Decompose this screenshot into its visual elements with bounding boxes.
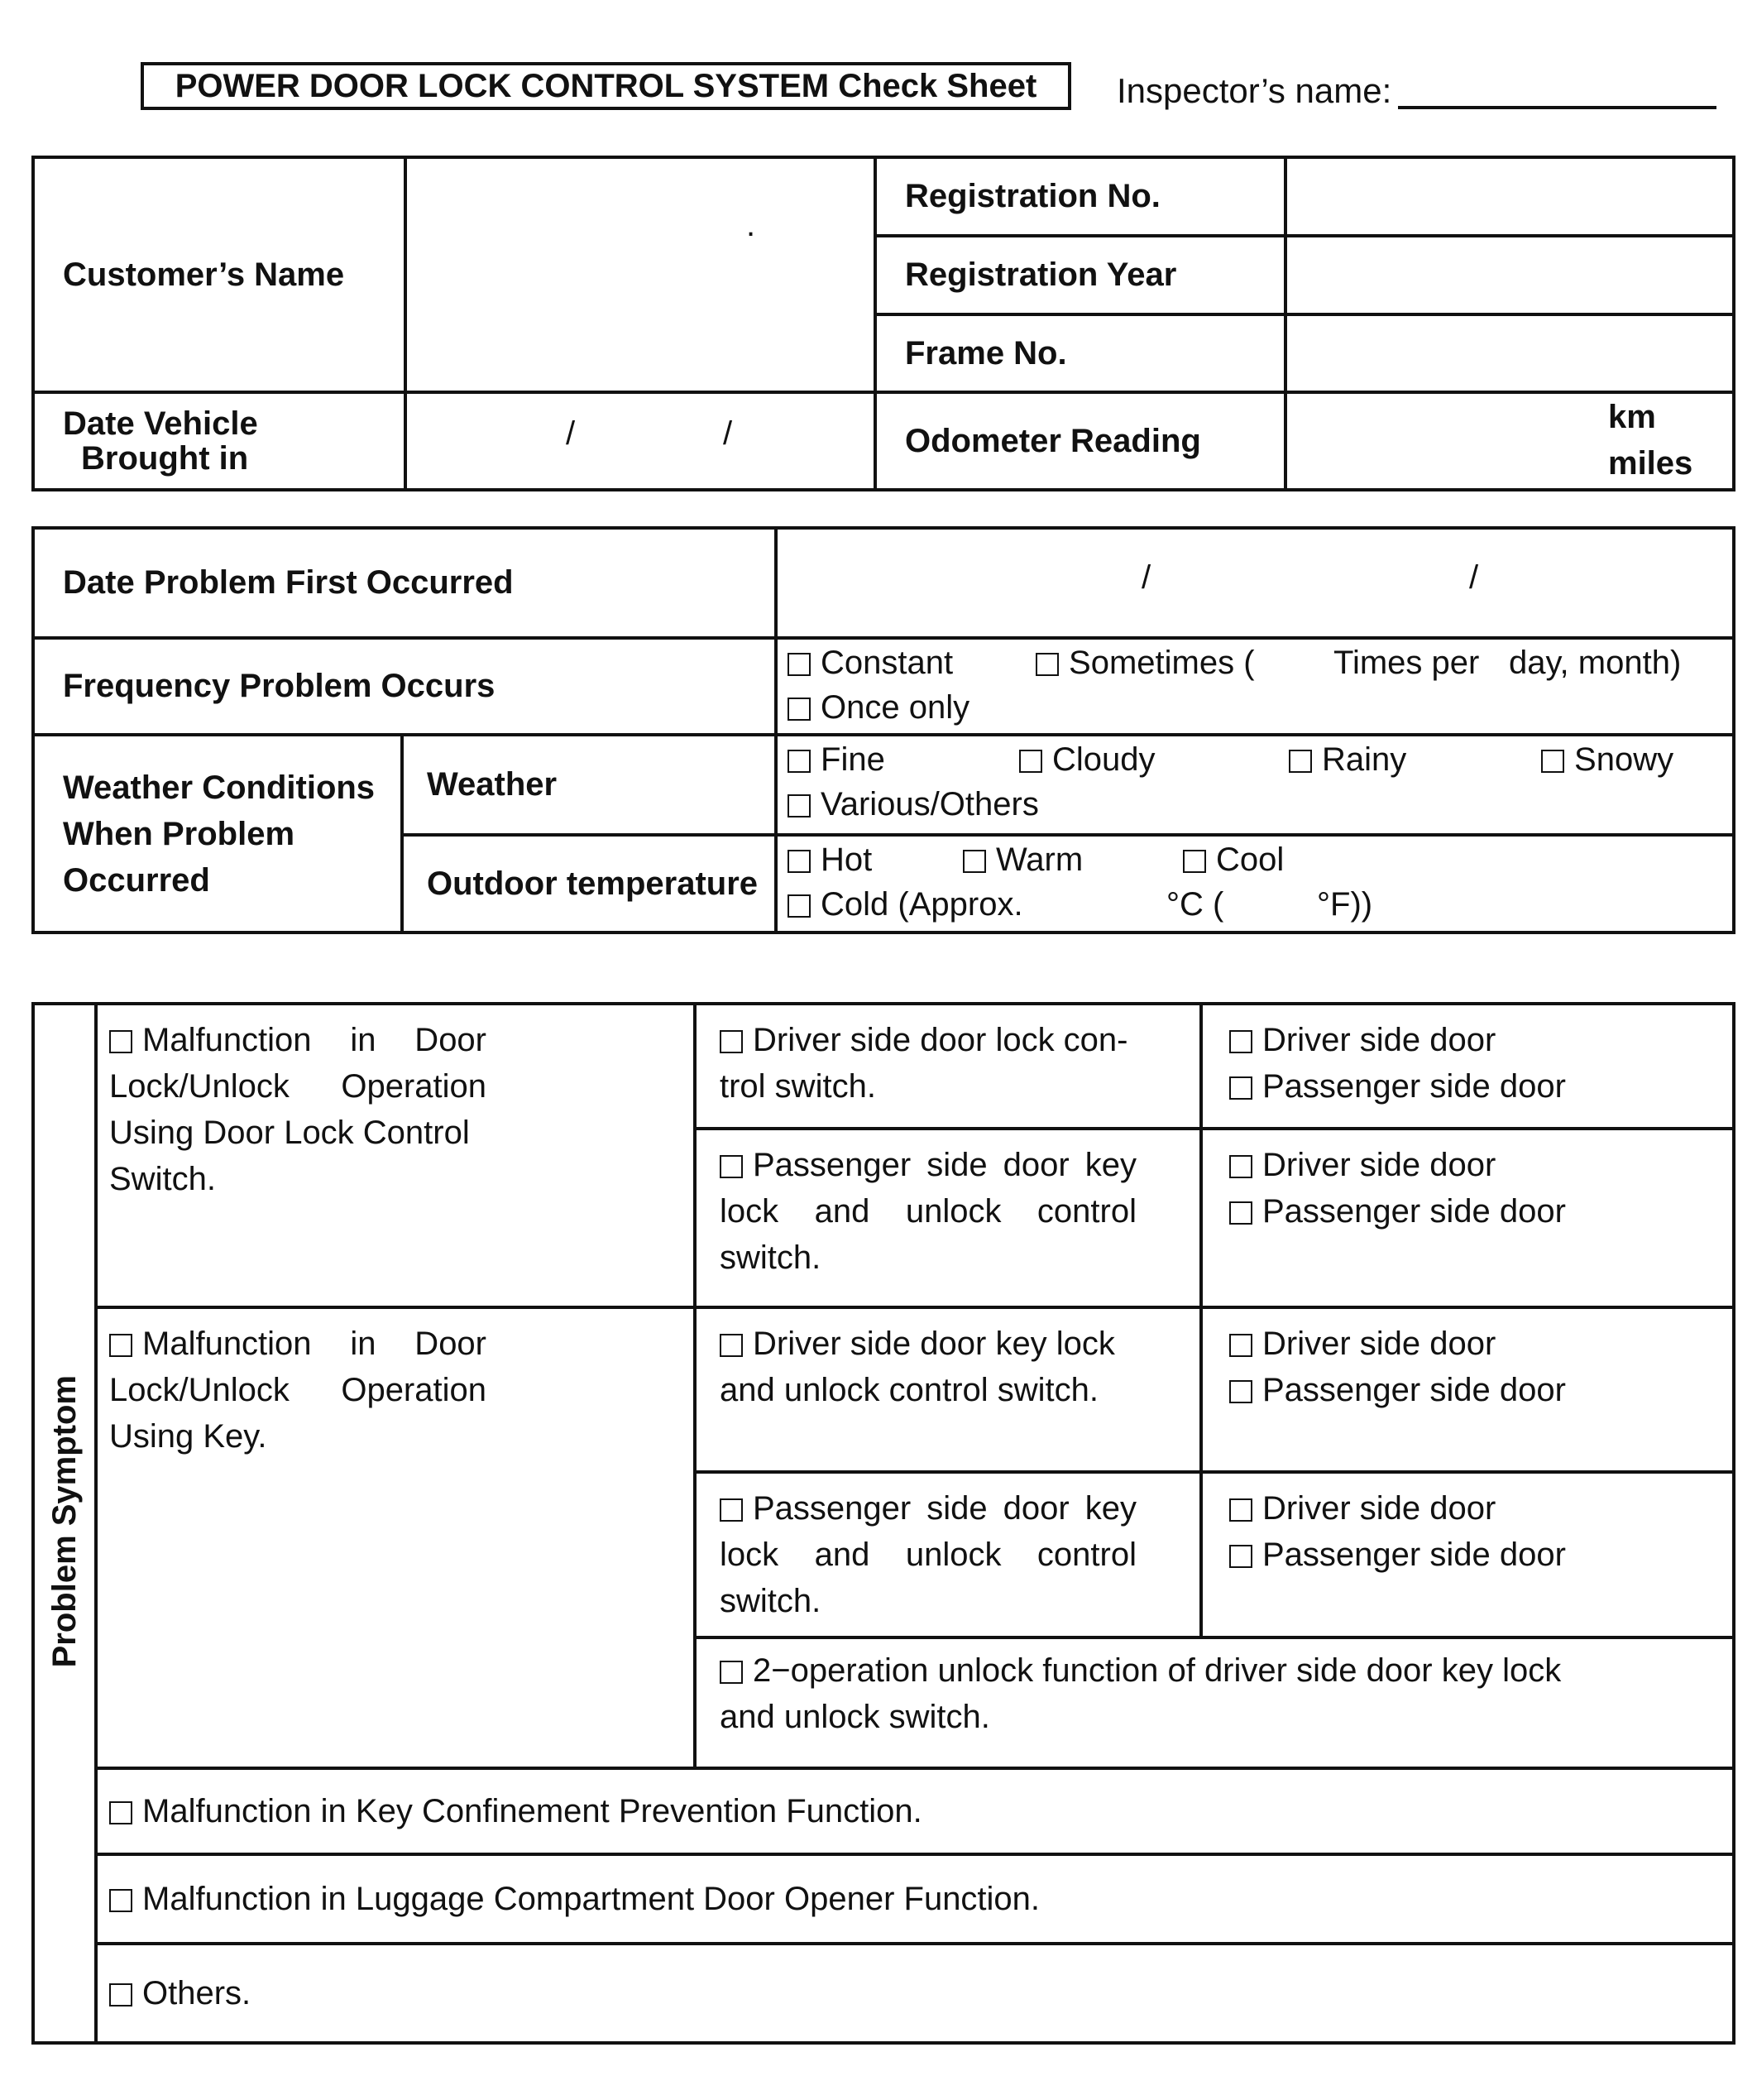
switch-line: and unlock control switch. xyxy=(720,1372,1099,1408)
weather-fine-option[interactable]: Fine xyxy=(788,736,885,783)
odometer-field[interactable] xyxy=(1285,392,1734,490)
vehicle-info-table xyxy=(31,156,1735,491)
switch-line: lock and unlock control xyxy=(720,1193,1137,1230)
checkbox[interactable] xyxy=(1019,750,1042,773)
checkbox[interactable] xyxy=(720,1661,743,1684)
checkbox[interactable] xyxy=(788,894,811,918)
group2-line: Lock/Unlock Operation xyxy=(109,1372,486,1408)
luggage-opener-cell xyxy=(96,1854,1734,1944)
date-slash-2: / xyxy=(723,415,733,452)
two-op-line: and unlock switch. xyxy=(720,1699,990,1735)
driver-key-switch-option[interactable]: Driver side door key lock xyxy=(720,1321,1190,1367)
door-lock-switch-malfunction-option[interactable]: Malfunction in Door xyxy=(109,1017,486,1063)
checkbox[interactable] xyxy=(720,1155,743,1178)
two-operation-unlock-option[interactable]: 2−operation unlock function of driver side door key lock xyxy=(720,1647,1722,1694)
inspector-name-label: Inspector’s name: xyxy=(1117,71,1392,110)
driver-key-switch-cell xyxy=(695,1307,1201,1472)
driver-side-door-option[interactable]: Driver side door xyxy=(1229,1485,1722,1532)
door-select-cell xyxy=(1201,1004,1734,1129)
checkbox[interactable] xyxy=(1229,1076,1252,1100)
date-first-occurred-field[interactable] xyxy=(776,528,1734,638)
weather-various-option[interactable]: Various/Others xyxy=(788,781,1039,827)
others-cell xyxy=(96,1944,1734,2043)
checkbox[interactable] xyxy=(1229,1030,1252,1053)
checkbox[interactable] xyxy=(1289,750,1312,773)
switch-line: lock and unlock control xyxy=(720,1537,1137,1573)
key-confinement-cell xyxy=(96,1768,1734,1854)
passenger-side-door-option[interactable]: Passenger side door xyxy=(1229,1532,1722,1578)
group1-line: Lock/Unlock Operation xyxy=(109,1068,486,1105)
checkbox[interactable] xyxy=(720,1498,743,1522)
key-operation-malfunction-option[interactable]: Malfunction in Door xyxy=(109,1321,486,1367)
checkbox[interactable] xyxy=(788,794,811,817)
group1-line: Using Door Lock Control xyxy=(109,1115,470,1151)
checkbox[interactable] xyxy=(788,653,811,676)
two-operation-unlock-cell xyxy=(695,1637,1734,1768)
group1-line: Switch. xyxy=(109,1161,216,1197)
outdoor-temp-label: Outdoor temperature xyxy=(402,835,776,933)
temp-warm-option[interactable]: Warm xyxy=(963,837,1083,883)
luggage-opener-option[interactable]: Malfunction in Luggage Compartment Door Opener Function. xyxy=(109,1876,1732,1922)
driver-door-control-switch-option[interactable]: Driver side door lock con- xyxy=(720,1017,1190,1063)
km-unit: km xyxy=(1608,399,1656,435)
checkbox[interactable] xyxy=(963,850,986,873)
checkbox[interactable] xyxy=(1036,653,1059,676)
checkbox[interactable] xyxy=(1229,1155,1252,1178)
customer-name-field[interactable] xyxy=(405,157,875,392)
date-brought-field[interactable] xyxy=(405,392,875,490)
frequency-options xyxy=(776,638,1734,735)
checkbox[interactable] xyxy=(109,1889,132,1912)
temperature-options xyxy=(776,835,1734,933)
date-slash-1: / xyxy=(566,415,576,452)
check-sheet-title: POWER DOOR LOCK CONTROL SYSTEM Check Sheet xyxy=(141,62,1071,110)
miles-unit: miles xyxy=(1608,445,1693,482)
frequency-label: Frequency Problem Occurs xyxy=(33,638,776,735)
checkbox[interactable] xyxy=(788,850,811,873)
conditions-table xyxy=(31,526,1735,934)
registration-no-label: Registration No. xyxy=(875,157,1285,236)
date-brought-label: Date Vehicle Brought in xyxy=(33,392,405,490)
passenger-side-door-option[interactable]: Passenger side door xyxy=(1229,1063,1722,1110)
passenger-key-switch-option-1[interactable]: Passenger side door key xyxy=(720,1142,1137,1188)
checkbox[interactable] xyxy=(1229,1334,1252,1357)
checkbox[interactable] xyxy=(109,1030,132,1053)
switch-line: trol switch. xyxy=(720,1068,876,1105)
frame-no-field[interactable] xyxy=(1285,314,1734,392)
weather-label: Weather xyxy=(402,735,776,835)
customer-name-label: Customer’s Name xyxy=(33,157,405,392)
freq-times-per-label: Times per xyxy=(1333,645,1480,681)
weather-options xyxy=(776,735,1734,835)
temp-cool-option[interactable]: Cool xyxy=(1183,837,1284,883)
deg-f-label: °F)) xyxy=(1317,886,1373,923)
checkbox[interactable] xyxy=(788,750,811,773)
key-confinement-option[interactable]: Malfunction in Key Confinement Prevention Function. xyxy=(109,1788,1732,1834)
door-select-cell xyxy=(1201,1129,1734,1307)
checkbox[interactable] xyxy=(720,1030,743,1053)
passenger-key-switch-option-2[interactable]: Passenger side door key xyxy=(720,1485,1137,1532)
checkbox[interactable] xyxy=(1183,850,1206,873)
deg-c-label: °C ( xyxy=(1166,886,1224,923)
checkbox[interactable] xyxy=(1229,1498,1252,1522)
checkbox[interactable] xyxy=(109,1983,132,2007)
checkbox[interactable] xyxy=(1229,1201,1252,1225)
problem-symptom-side-label: Problem Symptom xyxy=(33,1004,96,2043)
weather-rainy-option[interactable]: Rainy xyxy=(1289,736,1406,783)
freq-day-month-label: day, month) xyxy=(1509,645,1682,681)
registration-no-field[interactable] xyxy=(1285,157,1734,236)
checkbox[interactable] xyxy=(1229,1380,1252,1403)
checkbox[interactable] xyxy=(788,698,811,721)
passenger-side-door-option[interactable]: Passenger side door xyxy=(1229,1367,1722,1413)
door-select-cell xyxy=(1201,1307,1734,1472)
freq-sometimes-option[interactable]: Sometimes ( xyxy=(1036,640,1255,686)
checkbox[interactable] xyxy=(109,1334,132,1357)
registration-year-field[interactable] xyxy=(1285,236,1734,314)
weather-snowy-option[interactable]: Snowy xyxy=(1541,736,1673,783)
passenger-key-switch-cell-2 xyxy=(695,1472,1201,1637)
checkbox[interactable] xyxy=(1229,1545,1252,1568)
first-slash-2: / xyxy=(1469,559,1479,596)
temp-hot-option[interactable]: Hot xyxy=(788,837,872,883)
first-slash-1: / xyxy=(1142,559,1151,596)
checkbox[interactable] xyxy=(109,1801,132,1824)
others-option[interactable]: Others. xyxy=(109,1970,1732,2016)
temp-cold-option[interactable]: Cold (Approx. xyxy=(788,881,1023,928)
driver-door-control-switch-cell xyxy=(695,1004,1201,1129)
frame-no-label: Frame No. xyxy=(875,314,1285,392)
weather-cloudy-option[interactable]: Cloudy xyxy=(1019,736,1156,783)
problem-symptom-table xyxy=(31,1002,1735,2045)
weather-conditions-label: Weather Conditions When Problem Occurred xyxy=(33,735,402,933)
driver-side-door-option[interactable]: Driver side door xyxy=(1229,1142,1722,1188)
switch-line: switch. xyxy=(720,1583,821,1619)
freq-constant-option[interactable]: Constant xyxy=(788,640,953,686)
inspector-name-field[interactable] xyxy=(1398,106,1716,109)
passenger-key-switch-cell-1 xyxy=(695,1129,1201,1307)
freq-once-option[interactable]: Once only xyxy=(788,684,969,731)
checkbox[interactable] xyxy=(720,1334,743,1357)
driver-side-door-option[interactable]: Driver side door xyxy=(1229,1321,1722,1367)
passenger-side-door-option[interactable]: Passenger side door xyxy=(1229,1188,1722,1235)
key-operation-malfunction-cell xyxy=(96,1307,695,1768)
dot-mark: . xyxy=(746,207,756,243)
door-lock-switch-malfunction-cell xyxy=(96,1004,695,1307)
checkbox[interactable] xyxy=(1541,750,1564,773)
registration-year-label: Registration Year xyxy=(875,236,1285,314)
door-select-cell xyxy=(1201,1472,1734,1637)
driver-side-door-option[interactable]: Driver side door xyxy=(1229,1017,1722,1063)
switch-line: switch. xyxy=(720,1239,821,1276)
group2-line: Using Key. xyxy=(109,1418,267,1455)
odometer-label: Odometer Reading xyxy=(875,392,1285,490)
date-first-occurred-label: Date Problem First Occurred xyxy=(33,528,776,638)
